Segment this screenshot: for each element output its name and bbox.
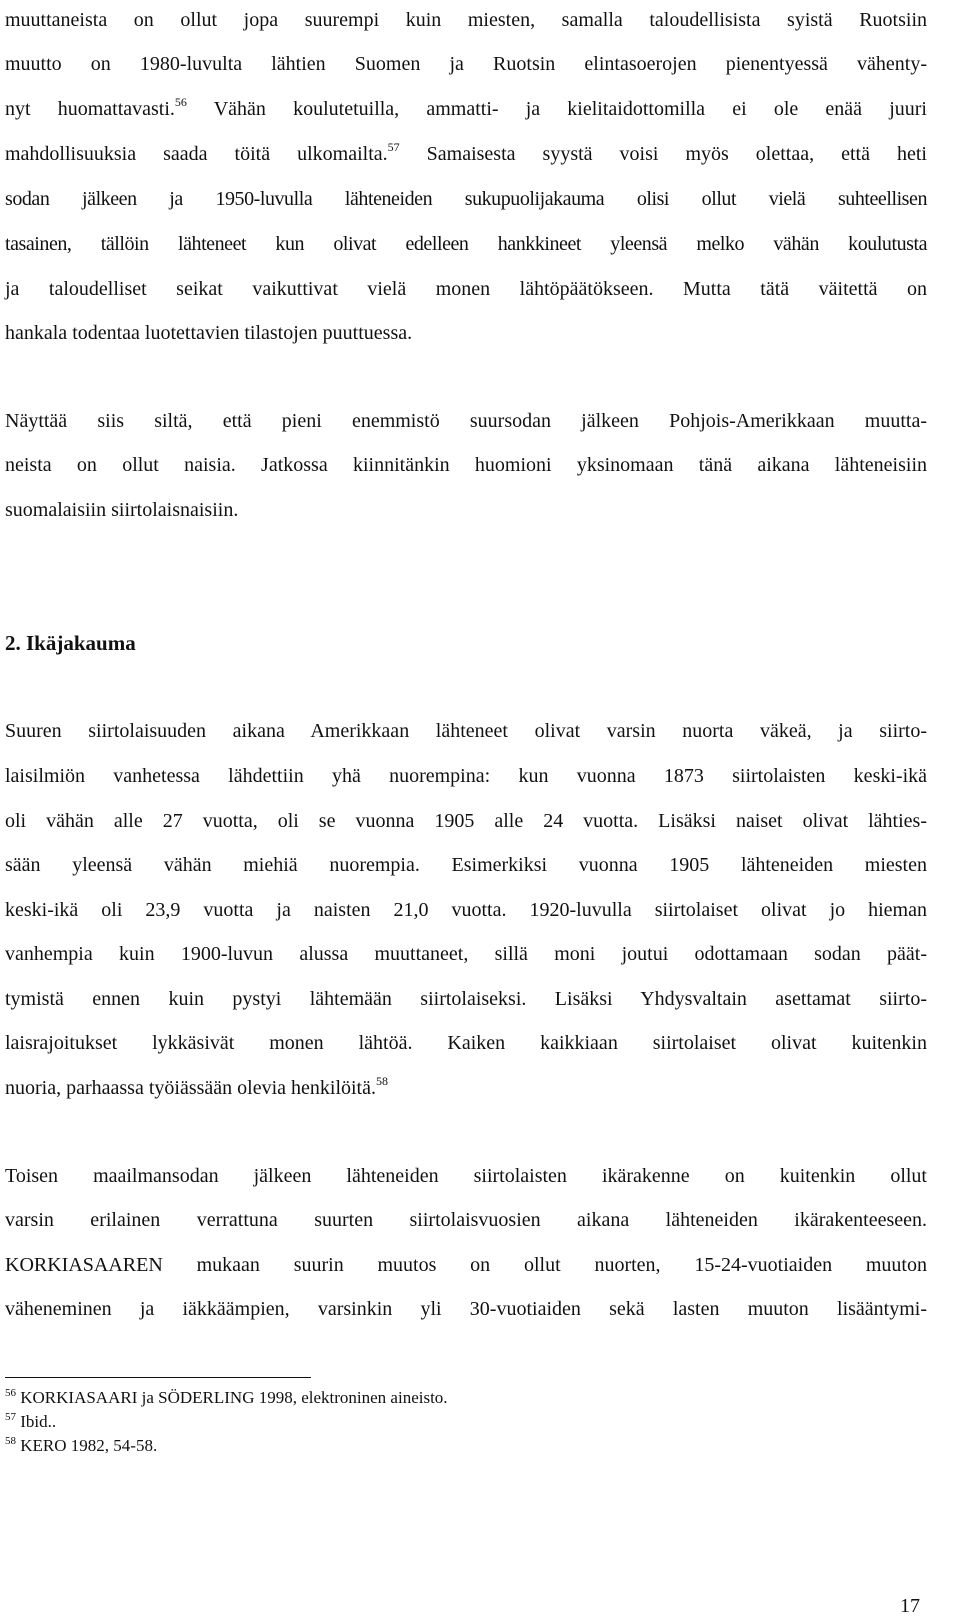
paragraph-2-line-2: neista on ollut naisia. Jatkossa kiinnitänkin huomioni yksinomaan tänä aikana lähteneisiin — [5, 454, 927, 476]
footnote-number: 58 — [5, 1435, 16, 1447]
paragraph-1-line-5: sodan jälkeen ja 1950-luvulla lähteneiden sukupuolijakauma olisi ollut vielä suhteellisen — [5, 188, 927, 210]
paragraph-3-line-2: laisilmiön vanhetessa lähdettiin yhä nuorempina: kun vuonna 1873 siirtolaisten keski-ikä — [5, 765, 927, 787]
footnote-text: KORKIASAARI ja SÖDERLING 1998, elektroninen aineisto. — [16, 1388, 448, 1407]
footnote-58 — [5, 1436, 157, 1456]
text-segment: mahdollisuuksia saada töitä ulkomailta. — [5, 143, 388, 165]
footnote-ref-57: 57 — [387, 140, 400, 154]
paragraph-4-line-3: KORKIASAAREN mukaan suurin muutos on ollut nuorten, 15-24-vuotiaiden muuton — [5, 1254, 927, 1276]
paragraph-1-line-8: hankala todentaa luotettavien tilastojen puuttuessa. — [5, 322, 413, 344]
paragraph-1-line-2: muutto on 1980-luvulta lähtien Suomen ja Ruotsin elintasoerojen pienentyessä vähenty- — [5, 53, 927, 75]
text-segment: nyt huomattavasti. — [5, 98, 175, 120]
section-heading: 2. Ikäjakauma — [5, 631, 136, 655]
paragraph-3-line-1: Suuren siirtolaisuuden aikana Amerikkaan lähteneet olivat varsin nuorta väkeä, ja siirto- — [5, 720, 927, 742]
paragraph-2-line-3: suomalaisiin siirtolaisnaisiin. — [5, 499, 239, 521]
paragraph-1-line-4 — [5, 142, 927, 166]
paragraph-4-line-4: väheneminen ja iäkkäämpien, varsinkin yli 30-vuotiaiden sekä lasten muuton lisääntymi- — [5, 1298, 927, 1320]
footnote-separator — [5, 1377, 311, 1378]
paragraph-3-line-4: sään yleensä vähän miehiä nuorempia. Esimerkiksi vuonna 1905 lähteneiden miesten — [5, 854, 927, 876]
footnote-ref-58: 58 — [376, 1074, 388, 1088]
footnote-number: 57 — [5, 1411, 16, 1423]
footnote-ref-56: 56 — [174, 95, 187, 109]
paragraph-1-line-6: tasainen, tällöin lähteneet kun olivat edelleen hankkineet yleensä melko vähän koulutusta — [5, 233, 927, 255]
paragraph-4-line-1: Toisen maailmansodan jälkeen lähteneiden siirtolaisten ikärakenne on kuitenkin ollut — [5, 1165, 927, 1187]
paragraph-3-line-9 — [5, 1076, 927, 1100]
text-segment: nuoria, parhaassa työiässään olevia henkilöitä. — [5, 1077, 376, 1099]
paragraph-2-line-1: Näyttää siis siltä, että pieni enemmistö suursodan jälkeen Pohjois-Amerikkaan muutta- — [5, 410, 927, 432]
paragraph-1-line-1: muuttaneista on ollut jopa suurempi kuin miesten, samalla taloudellisista syistä Ruotsiin — [5, 9, 927, 31]
footnote-56 — [5, 1388, 448, 1408]
footnote-57 — [5, 1412, 56, 1432]
text-segment: Samaisesta syystä voisi myös olettaa, että heti — [399, 143, 927, 165]
paragraph-1-line-3 — [5, 97, 927, 121]
paragraph-3-line-5: keski-ikä oli 23,9 vuotta ja naisten 21,0 vuotta. 1920-luvulla siirtolaiset olivat jo hieman — [5, 899, 927, 921]
paragraph-4-line-2: varsin erilainen verrattuna suurten siirtolaisvuosien aikana lähteneiden ikärakenteeseen. — [5, 1209, 927, 1231]
paragraph-1-line-7: ja taloudelliset seikat vaikuttivat vielä monen lähtöpäätökseen. Mutta tätä väitettä on — [5, 278, 927, 300]
page-number: 17 — [900, 1595, 920, 1617]
paragraph-3-line-6: vanhempia kuin 1900-luvun alussa muuttaneet, sillä moni joutui odottamaan sodan päät- — [5, 943, 927, 965]
footnote-text: Ibid.. — [16, 1412, 57, 1431]
paragraph-3-line-3: oli vähän alle 27 vuotta, oli se vuonna 1905 alle 24 vuotta. Lisäksi naiset olivat lähties- — [5, 810, 927, 832]
footnote-text: KERO 1982, 54-58. — [16, 1436, 158, 1455]
paragraph-3-line-7: tymistä ennen kuin pystyi lähtemään siirtolaiseksi. Lisäksi Yhdysvaltain asettamat siirto- — [5, 988, 927, 1010]
text-segment: Vähän koulutetuilla, ammatti- ja kielitaidottomilla ei ole enää juuri — [186, 98, 927, 120]
footnote-number: 56 — [5, 1387, 16, 1399]
paragraph-3-line-8: laisrajoitukset lykkäsivät monen lähtöä. Kaiken kaikkiaan siirtolaiset olivat kuitenkin — [5, 1032, 927, 1054]
